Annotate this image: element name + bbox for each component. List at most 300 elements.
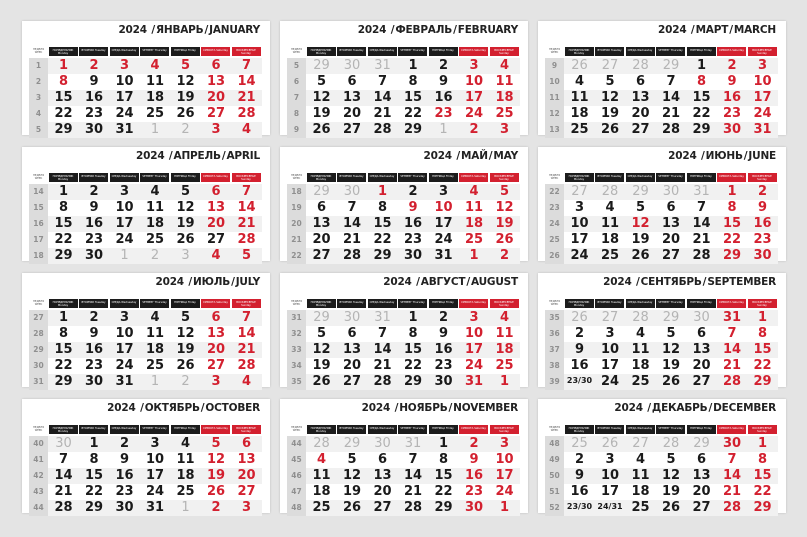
day-cell: 19 <box>661 358 681 373</box>
day-cell: 17 <box>600 358 620 373</box>
day-cell: 17 <box>570 232 589 247</box>
weekday-label: ВТОРНИК Tuesday <box>337 173 366 182</box>
day-cell: 28 <box>237 106 256 121</box>
month-title-separator: / <box>448 402 453 414</box>
week-number: 4 <box>29 106 48 122</box>
day-cell: 20 <box>692 484 711 499</box>
day-cell: 4 <box>150 58 160 73</box>
week-number: 18 <box>287 184 306 200</box>
week-number: 17 <box>29 232 48 248</box>
day-cell: 16 <box>434 342 453 357</box>
month-title <box>155 276 260 292</box>
month-card-december <box>538 399 786 513</box>
day-cell: 10 <box>434 200 453 215</box>
weekday-label: ВОСКРЕСЕНЬЕ Sunday <box>748 173 777 182</box>
weekday-header <box>545 425 778 434</box>
day-cell: 30 <box>434 374 453 389</box>
day-cell: 6 <box>696 452 707 467</box>
week-number: 18 <box>29 248 48 264</box>
week-number: 38 <box>545 358 564 374</box>
week-number: 44 <box>29 500 48 516</box>
day-cell: 24 <box>464 106 484 121</box>
month-card-february <box>280 21 528 135</box>
week-number: 31 <box>29 374 48 390</box>
day-cell: 24 <box>495 484 514 499</box>
day-cell: 9 <box>89 200 99 215</box>
weekday-header <box>287 173 520 182</box>
day-cell: 2 <box>408 184 418 199</box>
day-cell: 1 <box>150 122 160 137</box>
day-cell: 6 <box>241 436 252 451</box>
weekday-label: ЧЕТВЕРГ Thursday <box>398 173 427 182</box>
day-cell: 12 <box>495 200 514 215</box>
day-cell: 5 <box>635 200 646 215</box>
weekday-label: ЧЕТВЕРГ Thursday <box>140 47 169 56</box>
week-number: 50 <box>545 468 564 484</box>
weekday-label: СРЕДА Wednesday <box>368 173 397 182</box>
day-cell: 28 <box>237 358 256 373</box>
day-cell: 14 <box>661 90 681 105</box>
day-cell: 28 <box>722 500 742 515</box>
month-title <box>383 276 518 292</box>
day-cell: 4 <box>180 436 191 451</box>
day-cell: 3 <box>499 122 510 137</box>
day-cell: 2 <box>438 310 449 325</box>
day-cell: 11 <box>145 74 165 89</box>
week-number: 52 <box>545 500 564 516</box>
weekday-label: ПОНЕДЕЛЬНИК Monday <box>307 425 336 434</box>
day-cell: 11 <box>145 326 165 341</box>
month-title-year: 2024 <box>136 150 165 162</box>
day-cell: 12 <box>600 90 620 105</box>
day-cell: 8 <box>757 452 768 467</box>
day-cell: 10 <box>570 216 589 231</box>
day-cell: 5 <box>666 452 676 467</box>
day-cell: 29 <box>403 374 423 389</box>
month-title-separator: / <box>204 24 209 36</box>
week-number: 37 <box>545 342 564 358</box>
weekday-label: ВТОРНИК Tuesday <box>595 425 624 434</box>
week-column-label: НЕДЕЛЯ WEEK <box>290 174 302 180</box>
day-cell: 21 <box>237 216 256 231</box>
weekday-label: ВТОРНИК Tuesday <box>337 425 366 434</box>
weekday-label: ВОСКРЕСЕНЬЕ Sunday <box>490 299 519 308</box>
day-cell: 2 <box>574 326 585 341</box>
weekday-label: ВТОРНИК Tuesday <box>79 173 108 182</box>
day-cell: 6 <box>696 326 707 341</box>
weekday-label: ПЯТНИЦА Friday <box>687 299 716 308</box>
month-card-august <box>280 273 528 387</box>
day-cell: 1 <box>469 248 479 263</box>
weekday-label: СРЕДА Wednesday <box>110 173 139 182</box>
weekday-label: ПЯТНИЦА Friday <box>687 47 716 56</box>
day-cell: 29 <box>753 500 772 515</box>
day-cell: 8 <box>438 452 449 467</box>
day-cell: 10 <box>600 342 620 357</box>
month-title-en: MARCH <box>733 24 776 36</box>
week-number: 34 <box>287 358 306 374</box>
day-cell: 28 <box>373 374 392 389</box>
day-cell: 1 <box>757 436 768 451</box>
day-cell: 3 <box>499 436 510 451</box>
day-cell: 7 <box>377 326 388 341</box>
day-cell: 27 <box>601 58 619 73</box>
day-cell: 18 <box>600 232 620 247</box>
week-number: 13 <box>545 122 564 138</box>
day-cell: 27 <box>342 374 362 389</box>
day-cell: 5 <box>347 452 357 467</box>
day-cell: 29 <box>343 436 361 451</box>
month-title-ru: ИЮНЬ <box>705 150 743 162</box>
day-cell: 17 <box>145 468 165 483</box>
day-cell: 12 <box>206 452 226 467</box>
month-card-april <box>22 147 270 261</box>
month-title-year: 2024 <box>155 276 184 288</box>
weekday-label: ПОНЕДЕЛЬНИК Monday <box>565 173 594 182</box>
day-cell: 6 <box>211 310 221 325</box>
day-cell: 3 <box>119 184 130 199</box>
day-cell: 9 <box>727 74 737 89</box>
weekday-label: ЧЕТВЕРГ Thursday <box>656 47 685 56</box>
day-cell: 31 <box>434 248 453 263</box>
day-cell: 20 <box>342 358 362 373</box>
week-number: 14 <box>29 184 48 200</box>
day-cell: 16 <box>84 342 104 357</box>
week-column-label: НЕДЕЛЯ WEEK <box>32 174 44 180</box>
day-cell: 11 <box>312 468 331 483</box>
weekday-header <box>287 425 520 434</box>
day-cell: 27 <box>571 184 588 199</box>
day-cell: 7 <box>347 200 357 215</box>
week-number: 12 <box>545 106 564 122</box>
weekday-label: ВОСКРЕСЕНЬЕ Sunday <box>232 425 261 434</box>
day-cell: 13 <box>373 468 392 483</box>
day-cell: 19 <box>176 216 195 231</box>
day-cell: 4 <box>316 452 327 467</box>
weekday-label: ПЯТНИЦА Friday <box>429 47 458 56</box>
week-number: 31 <box>287 310 306 326</box>
day-cell: 26 <box>176 358 195 373</box>
week-number: 51 <box>545 484 564 500</box>
month-title-separator: / <box>687 24 695 36</box>
day-cell: 22 <box>692 106 711 121</box>
day-cell: 24 <box>115 232 134 247</box>
day-cell: 19 <box>631 232 650 247</box>
day-cell: 5 <box>211 436 221 451</box>
day-cell: 16 <box>84 90 104 105</box>
day-cell: 9 <box>438 326 449 341</box>
month-title-year: 2024 <box>614 402 643 414</box>
month-title-ru: ЯНВАРЬ <box>155 24 204 36</box>
day-cell: 27 <box>631 122 650 137</box>
day-cell: 16 <box>434 90 453 105</box>
month-title-separator: / <box>466 276 470 288</box>
day-cell: 2 <box>181 374 190 389</box>
month-title-ru: ИЮЛЬ <box>193 276 231 288</box>
month-title-separator: / <box>200 402 205 414</box>
day-cell: 18 <box>312 484 331 499</box>
day-cell: 2 <box>89 58 99 73</box>
day-cell: 3 <box>757 58 768 73</box>
day-cell: 22 <box>54 358 73 373</box>
weekday-label: ВТОРНИК Tuesday <box>337 299 366 308</box>
weekday-header <box>29 425 262 434</box>
day-cell: 4 <box>499 310 510 325</box>
day-cell: 3 <box>119 310 130 325</box>
day-cell: 20 <box>631 106 650 121</box>
day-cell: 30 <box>84 248 104 263</box>
day-cell: 20 <box>692 358 711 373</box>
day-cell: 26 <box>571 58 588 73</box>
day-cell: 8 <box>89 452 99 467</box>
weekday-label: ЧЕТВЕРГ Thursday <box>140 299 169 308</box>
day-cell: 3 <box>181 248 190 263</box>
day-cell: 22 <box>373 232 392 247</box>
day-cell: 11 <box>631 342 650 357</box>
weekday-label: ПОНЕДЕЛЬНИК Monday <box>307 47 336 56</box>
day-cell: 10 <box>753 74 772 89</box>
week-column-label: НЕДЕЛЯ WEEK <box>548 174 560 180</box>
week-number: 47 <box>287 484 306 500</box>
day-cell: 6 <box>347 326 357 341</box>
day-cell: 18 <box>145 216 165 231</box>
day-cell: 2 <box>89 184 99 199</box>
day-cell: 9 <box>119 452 130 467</box>
weekday-label: ВОСКРЕСЕНЬЕ Sunday <box>748 425 777 434</box>
day-cell: 4 <box>150 310 160 325</box>
week-column-label: НЕДЕЛЯ WEEK <box>32 300 44 306</box>
week-number: 19 <box>287 200 306 216</box>
weekday-label: ВОСКРЕСЕНЬЕ Sunday <box>490 173 519 182</box>
day-cell: 29 <box>692 122 711 137</box>
weekday-label: ВОСКРЕСЕНЬЕ Sunday <box>232 173 261 182</box>
month-title-year: 2024 <box>423 150 452 162</box>
month-title-separator: / <box>697 150 705 162</box>
day-cell: 28 <box>54 500 73 515</box>
day-cell: 1 <box>438 436 449 451</box>
weekday-label: ВТОРНИК Tuesday <box>337 47 366 56</box>
weekday-label: СУББОТА Saturday <box>201 173 230 182</box>
day-cell: 21 <box>661 106 681 121</box>
day-cell: 11 <box>145 200 165 215</box>
day-cell: 1 <box>58 58 69 73</box>
day-cell: 29 <box>434 500 453 515</box>
day-cell: 29 <box>54 122 73 137</box>
weekday-label: ПЯТНИЦА Friday <box>171 47 200 56</box>
weekday-label: ВОСКРЕСЕНЬЕ Sunday <box>490 47 519 56</box>
week-number: 28 <box>29 326 48 342</box>
day-cell: 21 <box>722 484 742 499</box>
day-cell: 30 <box>84 374 104 389</box>
day-cell: 2 <box>499 248 510 263</box>
month-card-june <box>538 147 786 261</box>
weekday-header <box>29 299 262 308</box>
day-cell: 3 <box>574 200 585 215</box>
day-cell: 19 <box>312 106 331 121</box>
month-title-en: JANUARY <box>209 24 260 36</box>
day-cell: 26 <box>495 232 514 247</box>
day-cell: 11 <box>600 216 620 231</box>
weekday-header <box>287 299 520 308</box>
weekday-label: СУББОТА Saturday <box>201 299 230 308</box>
weekday-label: СРЕДА Wednesday <box>626 173 655 182</box>
month-title-ru: ФЕВРАЛЬ <box>395 24 453 36</box>
day-cell: 23 <box>84 106 104 121</box>
day-cell: 5 <box>605 74 615 89</box>
day-cell: 9 <box>408 200 418 215</box>
day-cell: 28 <box>722 374 742 389</box>
weekday-label: СУББОТА Saturday <box>459 173 488 182</box>
month-title-year: 2024 <box>383 276 412 288</box>
month-title-year: 2024 <box>118 24 147 36</box>
day-cell: 30 <box>343 184 361 199</box>
week-number: 45 <box>287 452 306 468</box>
day-cell: 16 <box>753 216 772 231</box>
day-cell: 13 <box>206 200 226 215</box>
month-title-separator: / <box>702 276 707 288</box>
day-cell: 27 <box>601 310 619 325</box>
week-number: 9 <box>287 122 306 138</box>
day-cell: 31 <box>374 58 391 73</box>
day-cell: 30 <box>84 122 104 137</box>
day-cell: 28 <box>237 232 256 247</box>
day-cell: 20 <box>342 106 362 121</box>
month-title-separator: / <box>643 402 651 414</box>
day-cell: 30 <box>753 248 772 263</box>
month-title-ru: МАЙ <box>461 150 488 162</box>
week-number: 44 <box>287 436 306 452</box>
month-title-ru: ДЕКАБРЬ <box>651 402 708 414</box>
weekday-label: ПЯТНИЦА Friday <box>429 173 458 182</box>
week-column-label: НЕДЕЛЯ WEEK <box>290 426 302 432</box>
day-cell: 21 <box>373 106 392 121</box>
day-cell: 17 <box>464 342 484 357</box>
day-cell: 13 <box>692 342 711 357</box>
day-cell: 30 <box>343 58 361 73</box>
day-cell: 23/30 <box>566 502 593 511</box>
month-title-year: 2024 <box>603 276 632 288</box>
day-cell: 1 <box>727 184 737 199</box>
day-cell: 1 <box>120 248 129 263</box>
day-cell: 27 <box>206 106 226 121</box>
day-cell: 15 <box>54 90 73 105</box>
day-cell: 24 <box>115 358 134 373</box>
weekday-label: ПЯТНИЦА Friday <box>687 173 716 182</box>
day-cell: 21 <box>403 484 423 499</box>
weekday-label: ВОСКРЕСЕНЬЕ Sunday <box>232 47 261 56</box>
month-card-october <box>22 399 270 513</box>
weekday-label: СУББОТА Saturday <box>459 425 488 434</box>
day-cell: 11 <box>631 468 650 483</box>
month-title-en: APRIL <box>226 150 260 162</box>
day-cell: 22 <box>403 358 423 373</box>
day-cell: 22 <box>434 484 453 499</box>
month-title-separator: / <box>729 24 733 36</box>
day-cell: 19 <box>176 90 195 105</box>
weekday-label: ПОНЕДЕЛЬНИК Monday <box>49 425 78 434</box>
day-cell: 28 <box>313 436 330 451</box>
day-cell: 13 <box>312 216 331 231</box>
month-title-separator: / <box>391 402 399 414</box>
month-card-july <box>22 273 270 387</box>
day-cell: 23 <box>115 484 134 499</box>
weekday-label: ПЯТНИЦА Friday <box>687 425 716 434</box>
day-cell: 13 <box>206 326 226 341</box>
day-cell: 14 <box>403 468 423 483</box>
day-cell: 11 <box>495 326 514 341</box>
weekday-header <box>545 299 778 308</box>
week-number: 23 <box>545 200 564 216</box>
month-title-en: FEBRUARY <box>457 24 518 36</box>
month-title-separator: / <box>453 24 457 36</box>
weekday-header <box>545 47 778 56</box>
day-cell: 13 <box>237 452 256 467</box>
day-cell: 14 <box>237 200 256 215</box>
day-cell: 25 <box>464 232 484 247</box>
weekday-label: СУББОТА Saturday <box>201 47 230 56</box>
week-column-label: НЕДЕЛЯ WEEK <box>290 48 302 54</box>
day-cell: 20 <box>206 90 226 105</box>
week-number: 35 <box>545 310 564 326</box>
weekday-label: ВТОРНИК Tuesday <box>79 299 108 308</box>
day-cell: 18 <box>570 106 589 121</box>
day-cell: 7 <box>727 326 737 341</box>
day-cell: 4 <box>605 200 615 215</box>
day-cell: 1 <box>89 436 99 451</box>
month-title-separator: / <box>165 150 173 162</box>
day-cell: 25 <box>631 500 650 515</box>
weekday-label: ПЯТНИЦА Friday <box>171 173 200 182</box>
month-title-ru: АПРЕЛЬ <box>173 150 221 162</box>
day-cell: 3 <box>469 310 479 325</box>
day-cell: 3 <box>211 122 221 137</box>
day-cell: 6 <box>377 452 388 467</box>
month-card-november <box>280 399 528 513</box>
day-cell: 26 <box>312 122 331 137</box>
day-cell: 17 <box>464 90 484 105</box>
week-number: 27 <box>29 310 48 326</box>
day-cell: 12 <box>176 74 195 89</box>
day-cell: 6 <box>211 58 221 73</box>
weekday-label: ЧЕТВЕРГ Thursday <box>656 173 685 182</box>
day-cell: 22 <box>753 358 772 373</box>
day-cell: 1 <box>696 58 707 73</box>
month-title <box>358 24 518 40</box>
week-column-label: НЕДЕЛЯ WEEK <box>548 300 560 306</box>
weekday-label: ВТОРНИК Tuesday <box>79 47 108 56</box>
day-cell: 30 <box>464 500 484 515</box>
month-title <box>107 402 260 418</box>
day-cell: 17 <box>115 216 134 231</box>
day-cell: 16 <box>722 90 742 105</box>
weekday-header <box>29 173 262 182</box>
day-cell: 7 <box>241 58 252 73</box>
day-cell: 21 <box>237 342 256 357</box>
day-cell: 30 <box>55 436 72 451</box>
day-cell: 14 <box>237 326 256 341</box>
day-cell: 28 <box>403 500 423 515</box>
day-cell: 17 <box>753 90 772 105</box>
day-cell: 14 <box>373 90 392 105</box>
weekday-label: СРЕДА Wednesday <box>110 425 139 434</box>
day-cell: 30 <box>343 310 361 325</box>
month-title-ru: МАРТ <box>695 24 729 36</box>
day-cell: 26 <box>661 500 681 515</box>
day-cell: 23 <box>403 232 423 247</box>
month-title <box>614 402 776 418</box>
week-number: 21 <box>287 232 306 248</box>
day-cell: 10 <box>464 326 484 341</box>
